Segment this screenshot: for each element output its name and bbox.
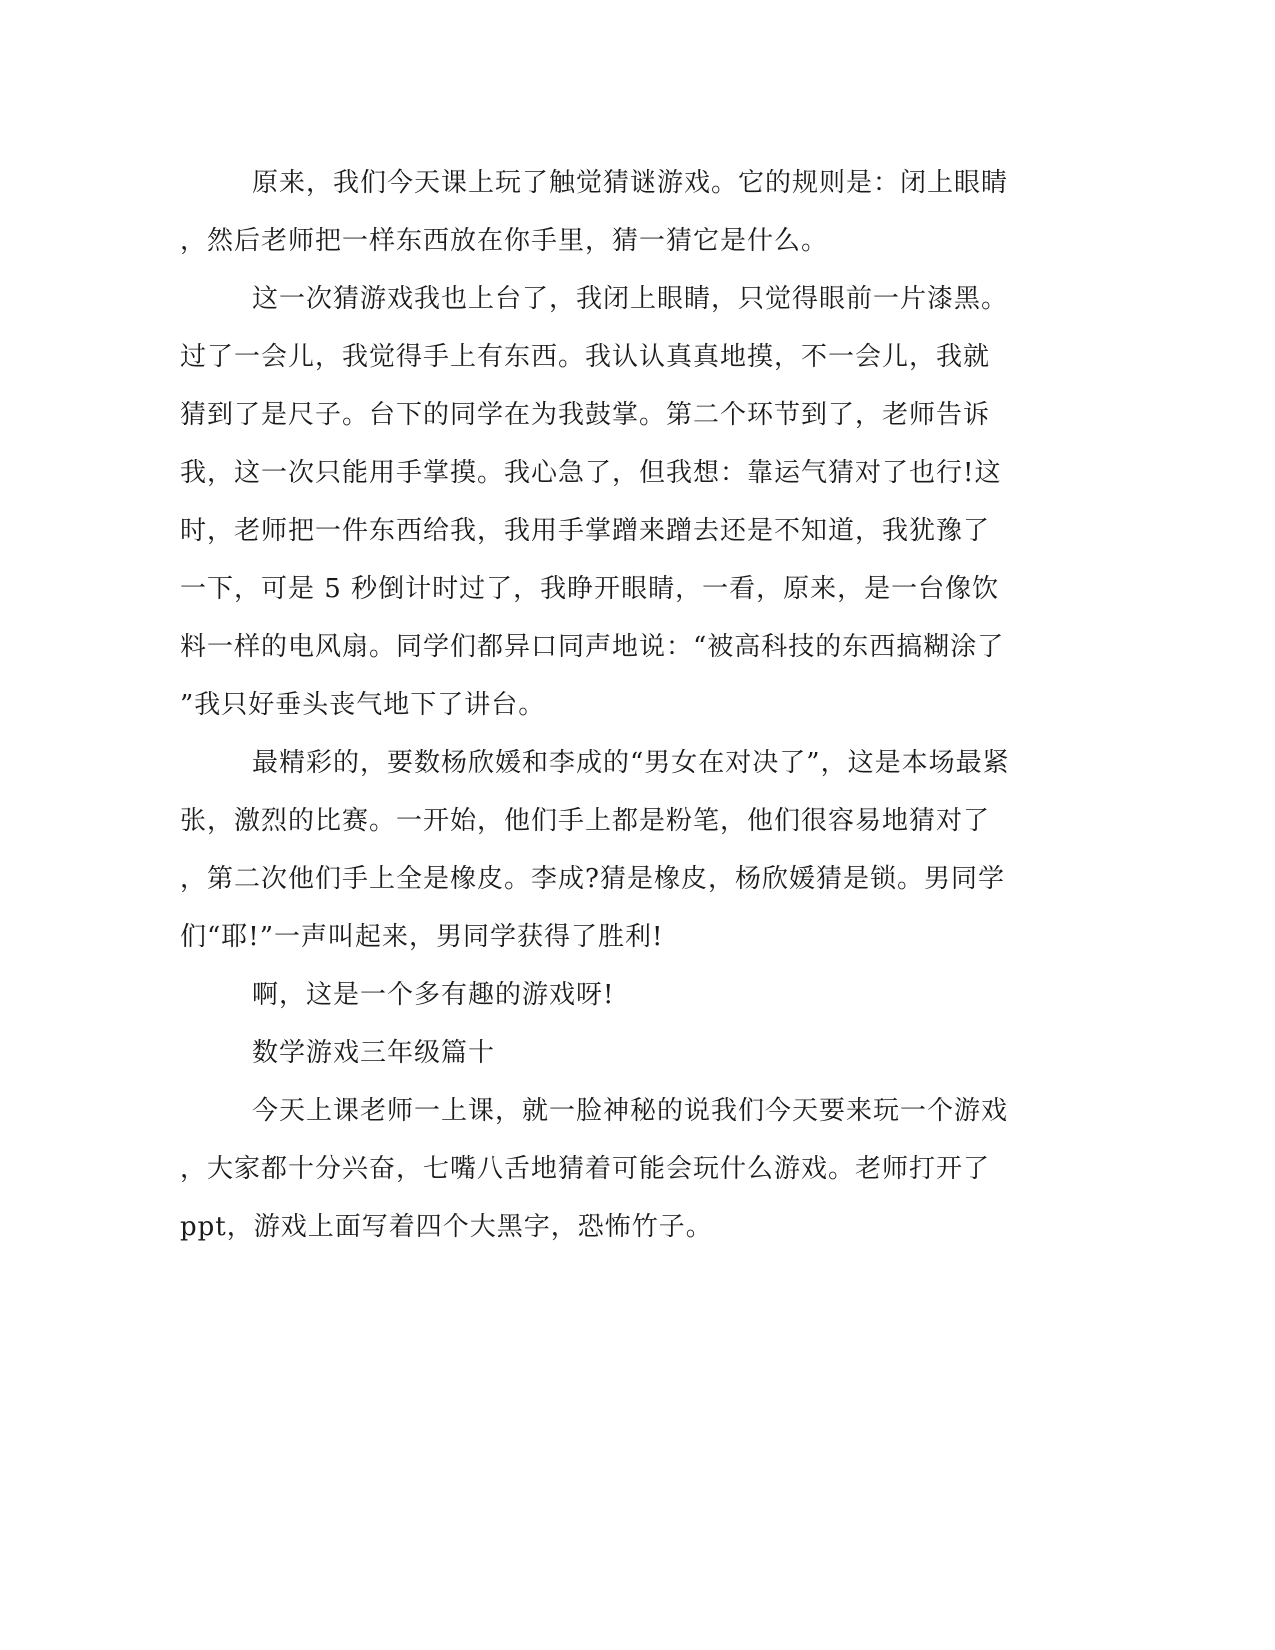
text-line: ，第二次他们手上全是橡皮。李成?猜是橡皮，杨欣媛猜是锁。男同学 bbox=[180, 864, 1005, 894]
text-line: ”我只好垂头丧气地下了讲台。 bbox=[180, 690, 546, 720]
text-line: 今天上课老师一上课，就一脸神秘的说我们今天要来玩一个游戏 bbox=[252, 1096, 1009, 1126]
text-line: ，大家都十分兴奋，七嘴八舌地猜着可能会玩什么游戏。老师打开了 bbox=[180, 1154, 991, 1184]
text-line: 过了一会儿，我觉得手上有东西。我认认真真地摸，不一会儿，我就 bbox=[180, 342, 991, 372]
text-line: 料一样的电风扇。同学们都异口同声地说：“被高科技的东西搞糊涂了 bbox=[180, 632, 1005, 662]
text-line: 们“耶!”一声叫起来，男同学获得了胜利! bbox=[180, 922, 664, 952]
text-line: 啊，这是一个多有趣的游戏呀! bbox=[252, 980, 615, 1010]
text-line: 这一次猜游戏我也上台了，我闭上眼睛，只觉得眼前一片漆黑。 bbox=[252, 284, 1009, 314]
text-line: 时，老师把一件东西给我，我用手掌蹭来蹭去还是不知道，我犹豫了 bbox=[180, 516, 991, 546]
text-line: 我，这一次只能用手掌摸。我心急了，但我想：靠运气猜对了也行!这 bbox=[180, 458, 1002, 488]
section-heading: 数学游戏三年级篇十 bbox=[252, 1038, 496, 1068]
text-line: 最精彩的，要数杨欣媛和李成的“男女在对决了”，这是本场最紧 bbox=[252, 748, 1010, 778]
text-line: 一下，可是 5 秒倒计时过了，我睁开眼睛，一看，原来，是一台像饮 bbox=[180, 574, 1000, 604]
text-line: 猜到了是尺子。台下的同学在为我鼓掌。第二个环节到了，老师告诉 bbox=[180, 400, 991, 430]
text-line: 原来，我们今天课上玩了触觉猜谜游戏。它的规则是：闭上眼睛 bbox=[252, 168, 1009, 198]
text-line: 张，激烈的比赛。一开始，他们手上都是粉笔，他们很容易地猜对了 bbox=[180, 806, 991, 836]
text-line: ，然后老师把一样东西放在你手里，猜一猜它是什么。 bbox=[180, 226, 829, 256]
text-line: ppt，游戏上面写着四个大黑字，恐怖竹子。 bbox=[180, 1212, 713, 1242]
